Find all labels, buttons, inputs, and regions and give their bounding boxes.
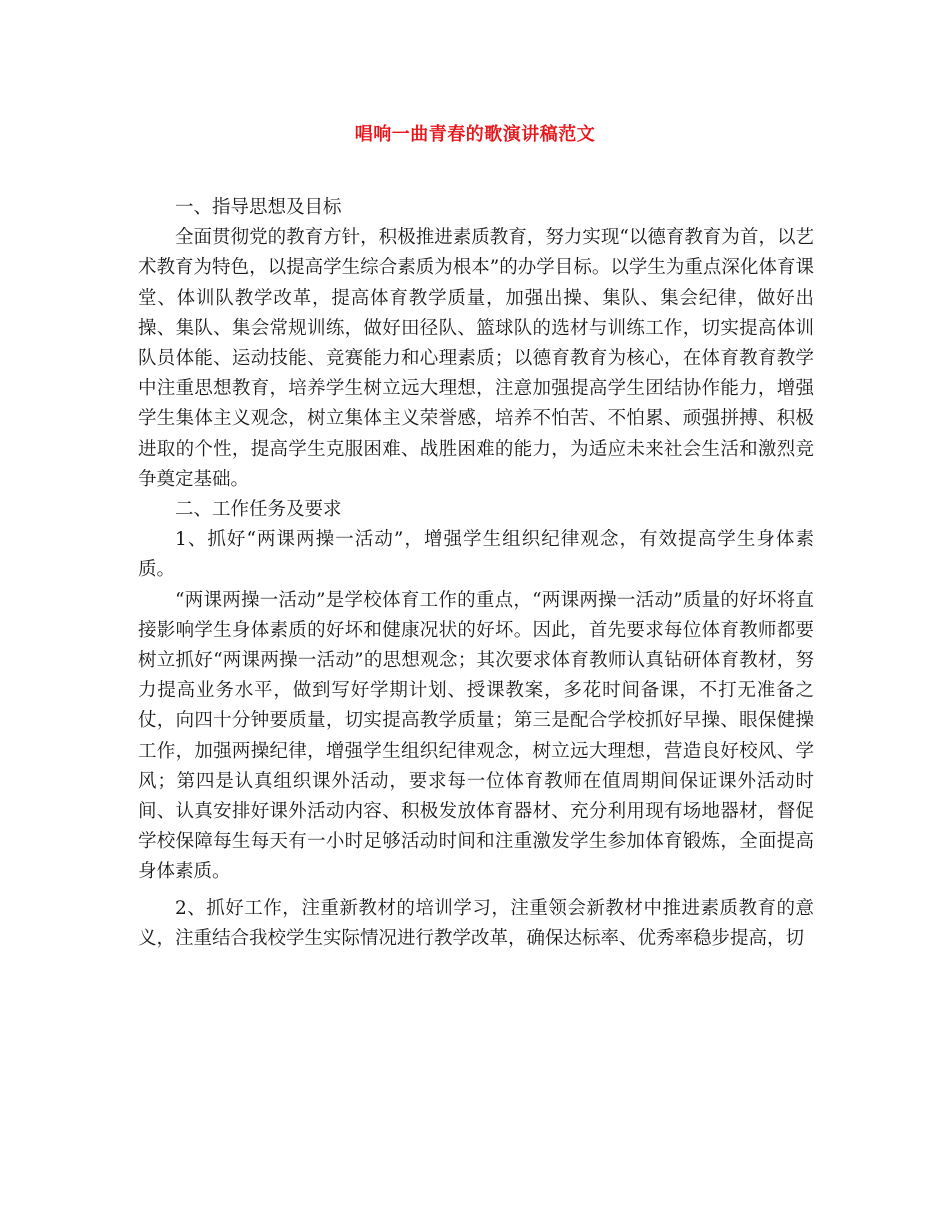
paragraph: 2、抓好工作，注重新教材的培训学习，注重领会新教材中推进素质教育的意义，注重结合我校学生实际情况进行教学改革，确保达标率、优秀率稳步提高，切 [138, 897, 814, 949]
document-title: 唱响一曲青春的歌演讲稿范文 [354, 124, 596, 145]
paragraph: 全面贯彻党的教育方针，积极推进素质教育，努力实现“以德育教育为首，以艺术教育为特色，以提高学生综合素质为根本”的办学目标。以学生为重点深化体育课堂、体训队教学改革，提高体育教学质量，加强出操、集队、集会纪律，做好出操、集队、集会常规训练，做好田径队、篮球队的选材与训练工作，切实提高体训队员体能、运动技能、竞赛能力和心理素质；以德育教育为核心，在体育教育教学中注重思想教育，培养学生树立远大理想，注意加强提高学生团结协作能力，增强学生集体主义观念，树立集体主义荣誉感，培养不怕苦、不怕累、顽强拼搏、积极进取的个性，提高学生克服困难、战胜困难的能力，为适应未来社会生活和激烈竞争奠定基础。 [138, 227, 814, 490]
document-body [138, 193, 814, 954]
paragraph: “两课两操一活动”是学校体育工作的重点，“两课两操一活动”质量的好坏将直接影响学生身体素质的好坏和健康况状的好坏。因此，首先要求每位体育教师都要树立抓好“两课两操一活动”的思想观念；其次要求体育教师认真钻研体育教材，努力提高业务水平，做到写好学期计划、授课教案，多花时间备课，不打无准备之仗，向四十分钟要质量，切实提高教学质量；第三是配合学校抓好早操、眼保健操工作，加强两操纪律，增强学生组织纪律观念，树立远大理想，营造良好校风、学风；第四是认真组织课外活动，要求每一位体育教师在值周期间保证课外活动时间、认真安排好课外活动内容、积极发放体育器材、充分利用现有场地器材，督促学校保障每生每天有一小时足够活动时间和注重激发学生参加体育锻炼，全面提高身体素质。 [138, 589, 814, 883]
section-heading-1: 一、指导思想及目标 [175, 197, 342, 218]
paragraph: 1、抓好“两课两操一活动”，增强学生组织纪律观念，有效提高学生身体素质。 [138, 529, 814, 581]
section-heading-2: 二、工作任务及要求 [175, 499, 342, 521]
